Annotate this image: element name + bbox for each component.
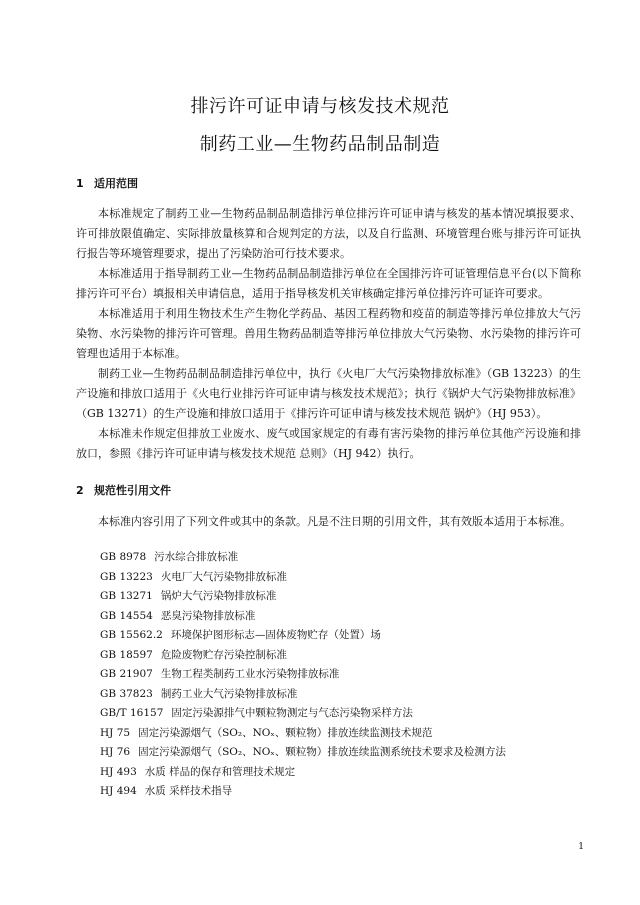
section-number: 1 bbox=[76, 177, 84, 190]
paragraph: 本标准未作规定但排放工业废水、废气或国家规定的有毒有害污染物的排污单位其他产污设施和排放口，参照《排污许可证申请与核发技术规范 总则》（HJ 942）执行。 bbox=[76, 427, 581, 460]
list-item bbox=[100, 724, 506, 744]
reference-title: 生物工程类制药工业水污染物排放标准 bbox=[160, 668, 340, 680]
reference-code: GB 13271 bbox=[100, 590, 153, 602]
document-subtitle: 制药工业—生物药品制品制造 bbox=[199, 134, 441, 155]
list-item bbox=[100, 763, 506, 783]
reference-title: 污水综合排放标准 bbox=[154, 551, 239, 563]
list-item bbox=[100, 626, 506, 646]
list-item bbox=[100, 782, 506, 802]
reference-title: 水质 采样技术指导 bbox=[144, 785, 233, 797]
paragraph: 本标准规定了制药工业—生物药品制品制造排污单位排污许可证申请与核发的基本情况填报要求、许可排放限值确定、实际排放量核算和合规判定的方法，以及自行监测、环境管理台账与排污许可证执行报告等环境管理要求，提出了污染防治可行技术要求。 bbox=[76, 207, 581, 260]
list-item bbox=[100, 587, 506, 607]
reference-title: 固定污染源排气中颗粒物测定与气态污染物采样方法 bbox=[171, 707, 413, 719]
reference-title: 固定污染源烟气（SO₂、NOₓ、颗粒物）排放连续监测技术规范 bbox=[138, 726, 433, 739]
reference-code: GB 37823 bbox=[100, 687, 153, 700]
reference-code: GB/T 16157 bbox=[100, 707, 164, 719]
list-item bbox=[100, 607, 506, 627]
reference-title: 固定污染源烟气（SO₂、NOₓ、颗粒物）排放连续监测系统技术要求及检测方法 bbox=[138, 746, 506, 758]
reference-code: HJ 493 bbox=[100, 765, 137, 778]
paragraph: 本标准适用于利用生物技术生产生物化学药品、基因工程药物和疫苗的制造等排污单位排放大气污染物、水污染物的排污许可管理。兽用生物药品制造等排污单位排放大气污染物、水污染物的排污许可管理也适用于本标准。 bbox=[76, 307, 581, 360]
reference-title: 火电厂大气污染物排放标准 bbox=[160, 570, 287, 583]
paragraph: 本标准内容引用了下列文件或其中的条款。凡是不注日期的引用文件，其有效版本适用于本标准。 bbox=[98, 515, 571, 528]
paragraph: 制药工业—生物药品制品制造排污单位中，执行《火电厂大气污染物排放标准》（GB 13223）的生产设施和排放口适用于《火电行业排污许可证申请与核发技术规范》；执行《锅炉大气污染物排放标准》（GB 13271）的生产设施和排放口适用于《排污许可证申请与核发技术规范 锅炉》（HJ 953）。 bbox=[76, 367, 581, 420]
reference-code: HJ 76 bbox=[100, 746, 131, 758]
reference-code: GB 18597 bbox=[100, 648, 153, 661]
reference-title: 恶臭污染物排放标准 bbox=[160, 609, 256, 622]
reference-code: GB 21907 bbox=[100, 668, 153, 680]
section-title: 适用范围 bbox=[94, 177, 138, 190]
reference-title: 危险废物贮存污染控制标准 bbox=[160, 648, 287, 661]
reference-title: 水质 样品的保存和管理技术规定 bbox=[144, 765, 296, 778]
list-item bbox=[100, 685, 506, 705]
list-item bbox=[100, 665, 506, 685]
section-2-heading bbox=[76, 482, 171, 498]
reference-title: 环境保护图形标志—固体废物贮存（处置）场 bbox=[170, 629, 381, 641]
reference-code: GB 8978 bbox=[100, 551, 147, 563]
section-number: 2 bbox=[76, 484, 84, 497]
list-item bbox=[100, 646, 506, 666]
document-title: 排污许可证申请与核发技术规范 bbox=[190, 96, 450, 117]
page-number: 1 bbox=[578, 842, 584, 852]
reference-code: GB 15562.2 bbox=[100, 629, 163, 641]
reference-title: 制药工业大气污染物排放标准 bbox=[160, 687, 298, 700]
list-item bbox=[100, 704, 506, 724]
reference-code: GB 14554 bbox=[100, 609, 153, 622]
reference-code: HJ 494 bbox=[100, 785, 137, 797]
section-title: 规范性引用文件 bbox=[94, 484, 171, 497]
reference-list bbox=[100, 548, 506, 802]
list-item bbox=[100, 548, 506, 568]
list-item bbox=[100, 568, 506, 588]
section-1-heading bbox=[76, 175, 138, 191]
reference-title: 锅炉大气污染物排放标准 bbox=[160, 590, 277, 602]
reference-code: GB 13223 bbox=[100, 570, 153, 583]
paragraph: 本标准适用于指导制药工业—生物药品制品制造排污单位在全国排污许可证管理信息平台(以下简称排污许可平台）填报相关申请信息，适用于指导核发机关审核确定排污单位排污许可证许可要求。 bbox=[76, 267, 581, 300]
list-item bbox=[100, 743, 506, 763]
reference-code: HJ 75 bbox=[100, 726, 131, 739]
